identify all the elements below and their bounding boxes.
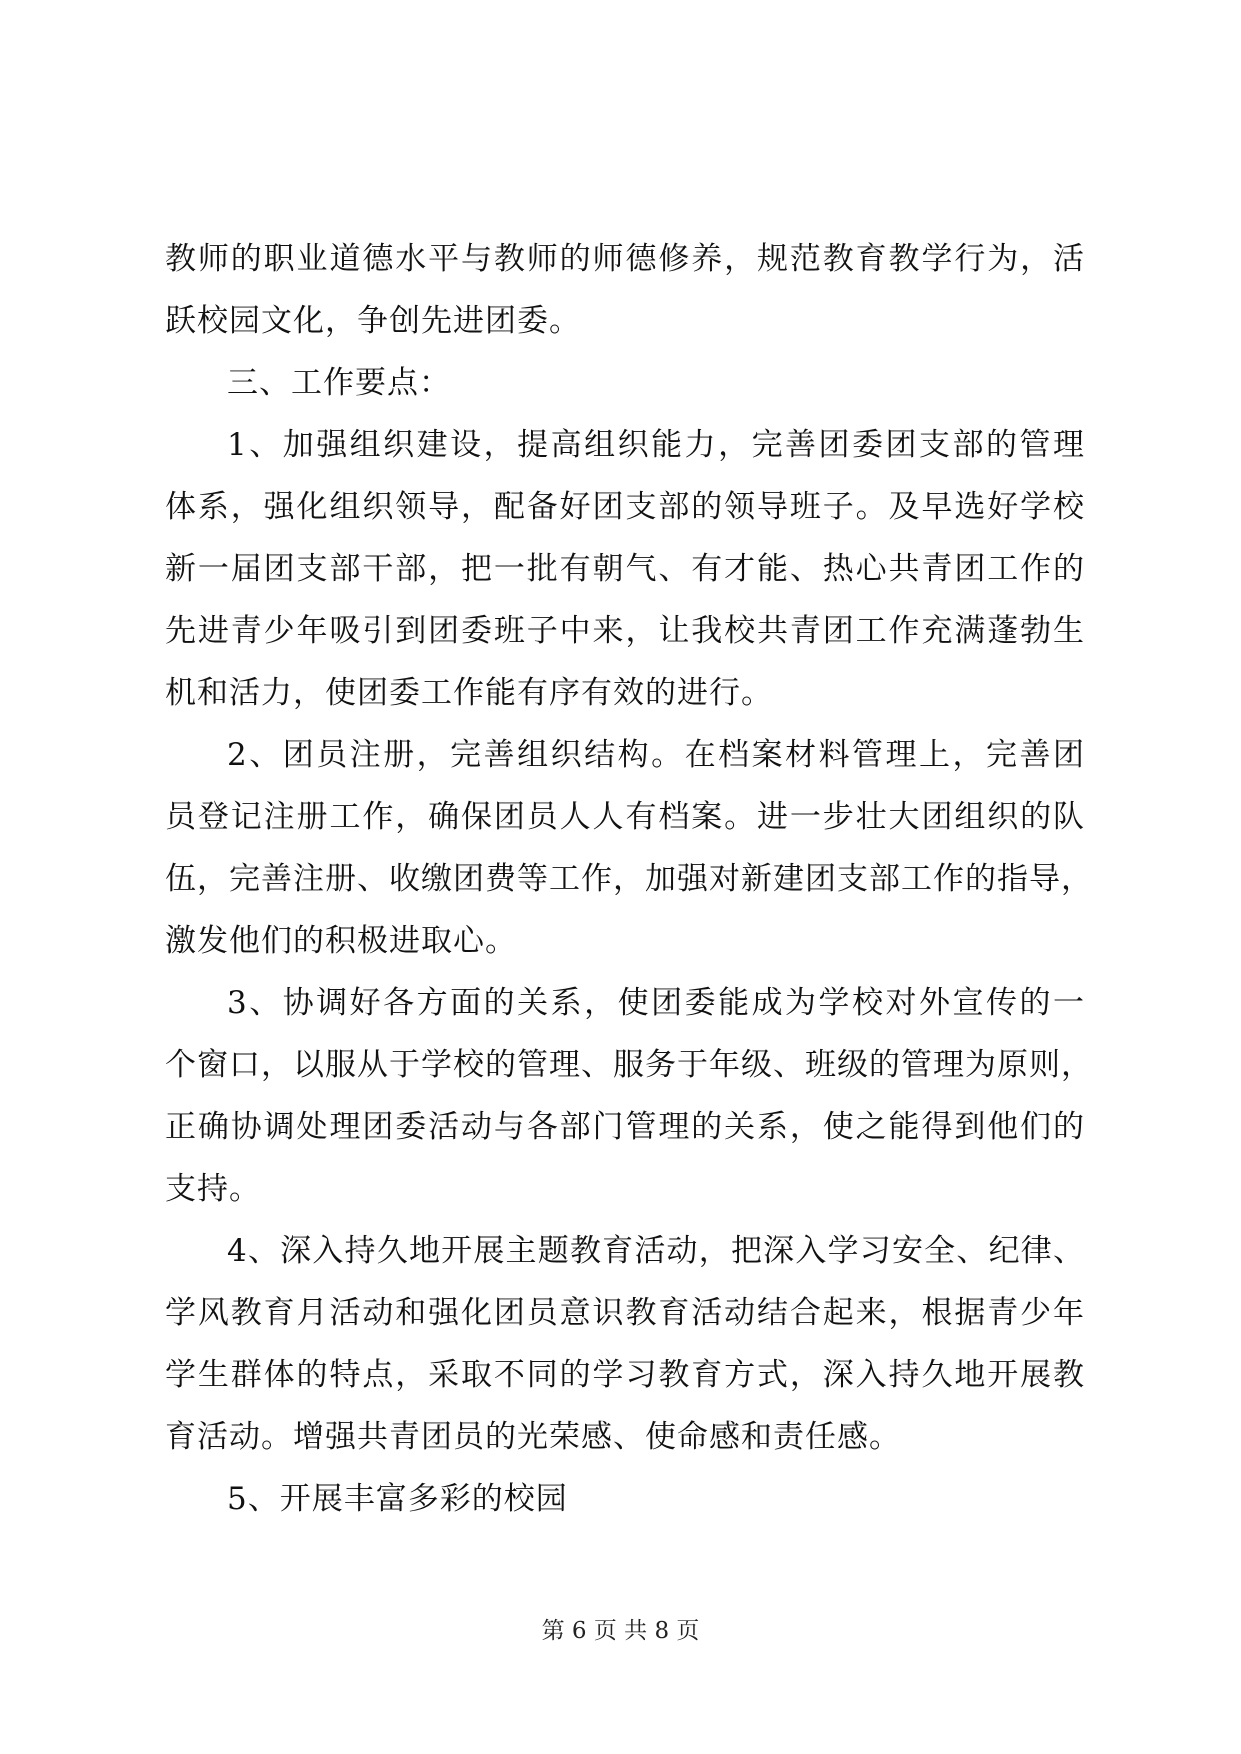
page-footer: 第 6 页 共 8 页 — [541, 1618, 700, 1644]
text-line: 激发他们的积极进取心。 — [165, 923, 517, 959]
text-line: 1、加强组织建设，提高组织能力，完善团委团支部的管理 — [227, 427, 1085, 463]
text-line: 教师的职业道德水平与教师的师德修养，规范教育教学行为，活 — [165, 241, 1085, 277]
text-line: 育活动。增强共青团员的光荣感、使命感和责任感。 — [165, 1419, 901, 1455]
text-line: 员登记注册工作，确保团员人人有档案。进一步壮大团组织的队 — [165, 799, 1085, 835]
text-line: 个窗口，以服从于学校的管理、服务于年级、班级的管理为原则， — [165, 1047, 1093, 1083]
text-line: 5、开展丰富多彩的校园 — [227, 1481, 568, 1517]
text-line: 学风教育月活动和强化团员意识教育活动结合起来，根据青少年 — [165, 1295, 1085, 1331]
text-line: 正确协调处理团委活动与各部门管理的关系，使之能得到他们的 — [165, 1109, 1085, 1145]
text-line: 机和活力，使团委工作能有序有效的进行。 — [165, 675, 773, 711]
text-line: 先进青少年吸引到团委班子中来，让我校共青团工作充满蓬勃生 — [165, 613, 1085, 649]
text-line: 体系，强化组织领导，配备好团支部的领导班子。及早选好学校 — [165, 489, 1085, 525]
section-heading: 三、工作要点： — [227, 365, 451, 401]
text-line: 学生群体的特点，采取不同的学习教育方式，深入持久地开展教 — [165, 1357, 1085, 1393]
document-body — [165, 228, 1093, 1530]
text-line: 3、协调好各方面的关系，使团委能成为学校对外宣传的一 — [227, 985, 1085, 1021]
text-line: 2、团员注册，完善组织结构。在档案材料管理上，完善团 — [227, 737, 1085, 773]
text-line: 新一届团支部干部，把一批有朝气、有才能、热心共青团工作的 — [165, 551, 1085, 587]
text-line: 跃校园文化，争创先进团委。 — [165, 303, 581, 339]
text-line: 4、深入持久地开展主题教育活动，把深入学习安全、纪律、 — [227, 1233, 1085, 1269]
text-line: 支持。 — [165, 1171, 261, 1207]
text-line: 伍，完善注册、收缴团费等工作，加强对新建团支部工作的指导， — [165, 861, 1093, 897]
